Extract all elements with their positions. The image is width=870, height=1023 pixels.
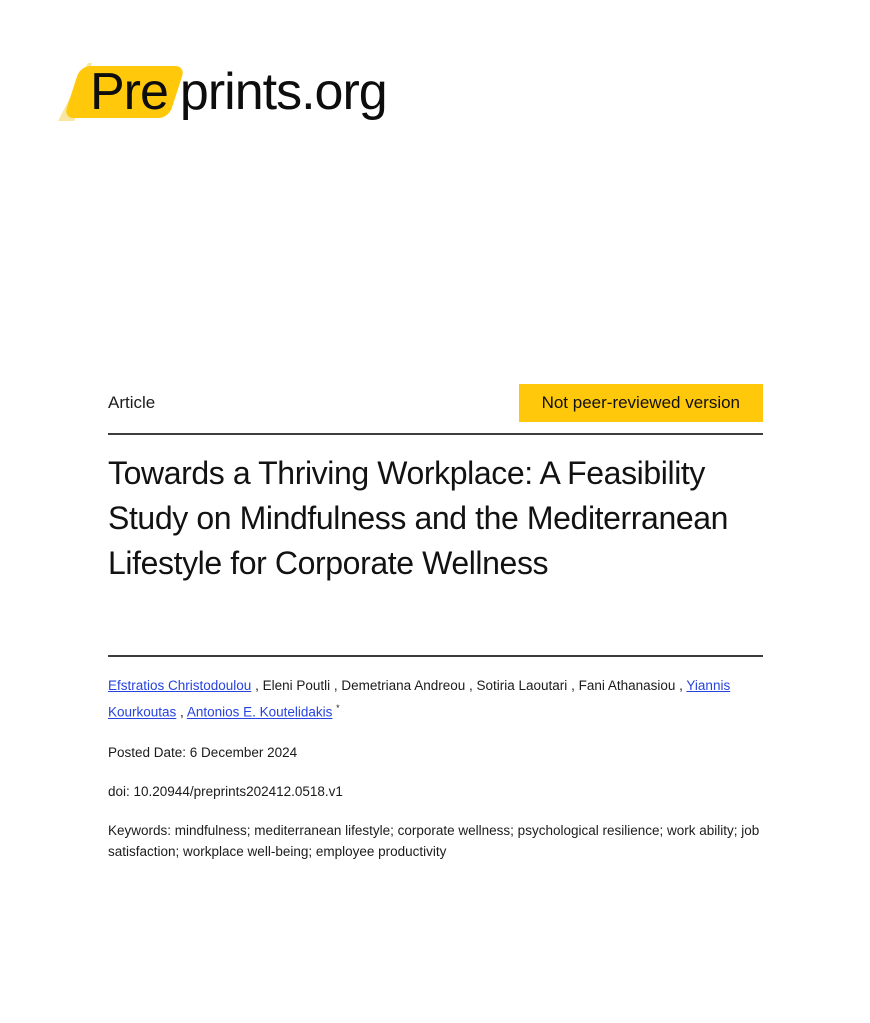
divider-top xyxy=(108,433,763,435)
meta-row xyxy=(108,383,763,423)
posted-date: Posted Date: 6 December 2024 xyxy=(108,744,298,760)
author-name: Eleni Poutli xyxy=(262,678,331,693)
logo-highlight-text: Pre xyxy=(90,63,168,121)
logo-mark xyxy=(72,63,177,121)
doi-line: doi: 10.20944/preprints202412.0518.v1 xyxy=(108,783,343,799)
author-link[interactable]: Yiannis Kourkoutas xyxy=(108,678,731,720)
author-list: Efstratios Christodoulou , Eleni Poutli , Demetriana Andreou , Sotiria Laoutari , Fani Athanasiou , Yiannis Kourkoutas , Antonios E. Koutelidakis * xyxy=(108,678,731,720)
corresponding-author-marker: * xyxy=(336,703,340,713)
article-header xyxy=(108,383,763,875)
author-name: Fani Athanasiou xyxy=(578,678,676,693)
author-link[interactable]: Efstratios Christodoulou xyxy=(108,678,252,693)
divider-authors xyxy=(108,655,763,657)
not-peer-reviewed-badge: Not peer-reviewed version xyxy=(519,384,763,422)
author-name: Sotiria Laoutari xyxy=(476,678,568,693)
preprints-logo[interactable] xyxy=(72,63,387,121)
keywords-line: Keywords: mindfulness; mediterranean lifestyle; corporate wellness; psychological resilience; work ability; job satisfaction; workplace well-being; employee productivity xyxy=(108,822,760,859)
article-type-label: Article xyxy=(108,393,156,412)
author-link[interactable]: Antonios E. Koutelidakis xyxy=(186,704,333,720)
paper-title: Towards a Thriving Workplace: A Feasibility Study on Mindfulness and the Mediterranean Lifestyle for Corporate Wellness xyxy=(108,455,729,581)
author-name: Demetriana Andreou xyxy=(341,678,466,693)
logo-rest-text: prints.org xyxy=(179,63,387,121)
